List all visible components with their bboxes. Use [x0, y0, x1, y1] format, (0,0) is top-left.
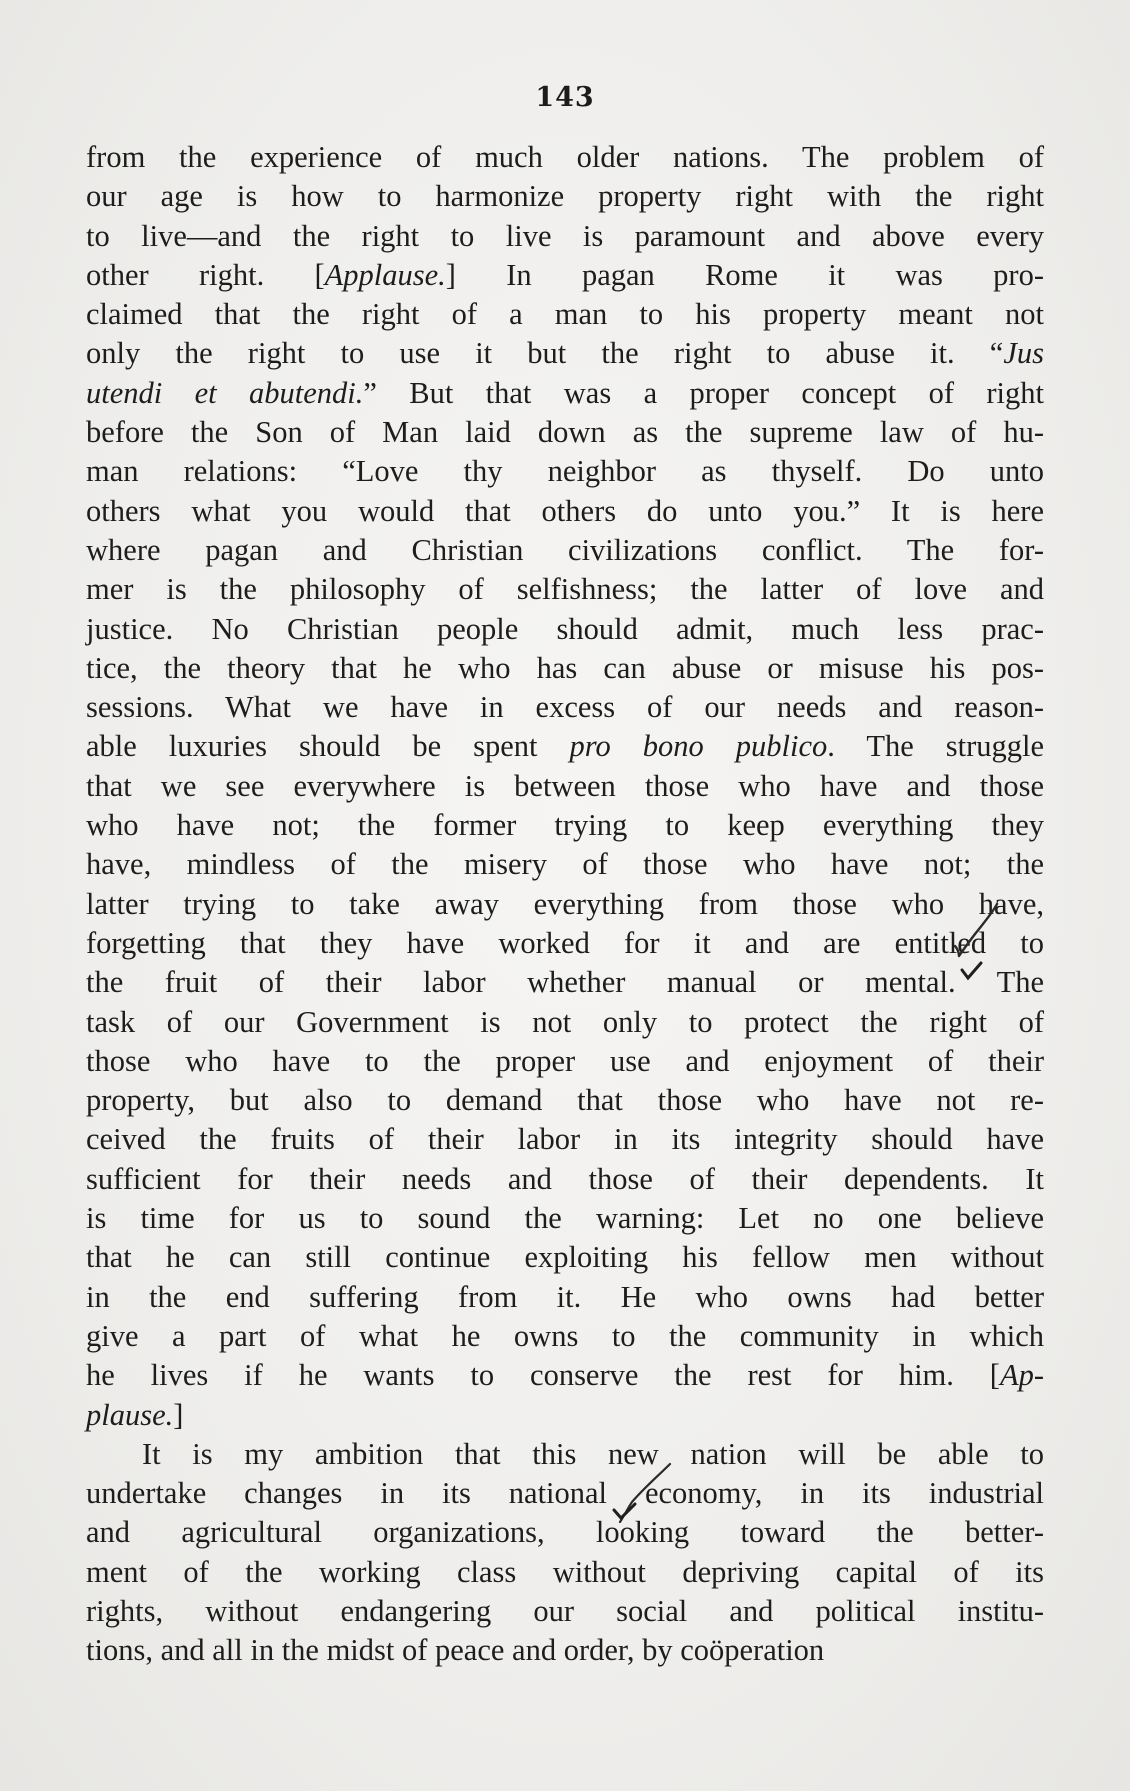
text-line: able luxuries should be spent pro bono publico. The struggle	[86, 729, 1044, 764]
paragraph	[86, 1435, 1044, 1671]
text-line: have, mindless of the misery of those who have not; the	[86, 847, 1044, 882]
text-line: utendi et abutendi.” But that was a proper concept of right	[86, 375, 1045, 410]
text-line: mer is the philosophy of selfishness; the latter of love and	[86, 572, 1044, 607]
text-line: our age is how to harmonize property right with the right	[86, 179, 1044, 214]
text-line: to live—and the right to live is paramount and above every	[86, 218, 1044, 253]
text-line: undertake changes in its national economy, in its industrial	[86, 1476, 1044, 1511]
text-line: from the experience of much older nations. The problem of	[86, 140, 1044, 174]
text-line: those who have to the proper use and enjoyment of their	[86, 1043, 1044, 1078]
paragraph	[86, 138, 1044, 1435]
text-line: property, but also to demand that those who have not re-	[86, 1083, 1044, 1118]
text-line: ceived the fruits of their labor in its integrity should have	[86, 1122, 1044, 1157]
text-line: justice. No Christian people should admit, much less prac-	[86, 611, 1044, 646]
text-line: task of our Government is not only to protect the right of	[86, 1004, 1044, 1039]
text-line: others what you would that others do unto you.” It is here	[86, 493, 1044, 528]
text-line: man relations: “Love thy neighbor as thyself. Do unto	[86, 454, 1044, 489]
text-line: forgetting that they have worked for it and are entitled to	[86, 925, 1044, 960]
page-number: 143	[535, 82, 595, 113]
text-line: rights, without endangering our social and political institu-	[86, 1593, 1044, 1628]
body-text	[86, 138, 1044, 1671]
text-line: latter trying to take away everything from those who have,	[86, 886, 1044, 921]
text-line: in the end suffering from it. He who owns had better	[86, 1279, 1044, 1314]
text-line: the fruit of their labor whether manual or mental. The	[86, 965, 1044, 1000]
text-line: who have not; the former trying to keep everything they	[86, 808, 1044, 843]
text-line: ment of the working class without depriving capital of its	[86, 1554, 1044, 1589]
text-line: only the right to use it but the right to abuse it. “Jus	[86, 336, 1044, 371]
text-line: and agricultural organizations, looking toward the better-	[86, 1515, 1044, 1550]
text-line: that we see everywhere is between those who have and those	[86, 768, 1044, 803]
text-line: sessions. What we have in excess of our needs and reason-	[86, 690, 1044, 725]
text-line: sufficient for their needs and those of their dependents. It	[86, 1161, 1044, 1196]
text-line: tions, and all in the midst of peace and order, by coöperation	[86, 1633, 825, 1668]
text-line: before the Son of Man laid down as the supreme law of hu-	[86, 415, 1044, 450]
text-line: is time for us to sound the warning: Let no one believe	[86, 1201, 1044, 1236]
text-line: where pagan and Christian civilizations conflict. The for-	[86, 532, 1044, 567]
text-line: It is my ambition that this new nation will be able to	[142, 1436, 1044, 1471]
text-line: he lives if he wants to conserve the rest for him. [Ap-	[86, 1358, 1044, 1393]
text-line: that he can still continue exploiting his fellow men without	[86, 1240, 1044, 1275]
text-line: other right. [Applause.] In pagan Rome it was pro-	[86, 257, 1044, 292]
text-line: claimed that the right of a man to his property meant not	[86, 297, 1044, 332]
text-line: plause.]	[86, 1397, 184, 1432]
text-line: tice, the theory that he who has can abuse or misuse his pos-	[86, 650, 1044, 685]
text-line: give a part of what he owns to the community in which	[86, 1318, 1044, 1353]
